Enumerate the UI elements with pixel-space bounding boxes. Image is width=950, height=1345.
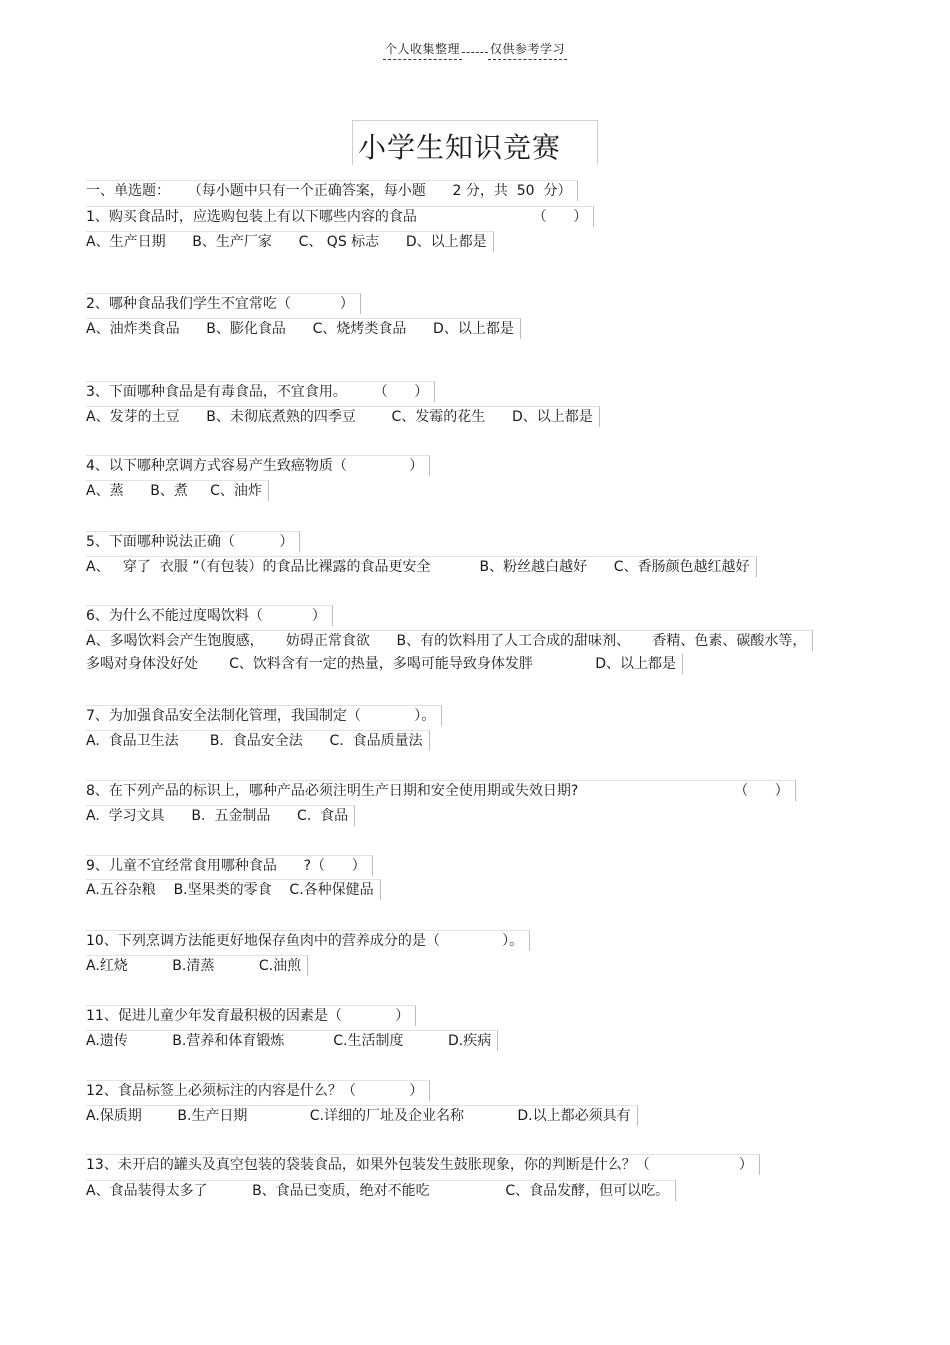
question-11: 11、促进儿童少年发育最积极的因素是（ ） bbox=[86, 1005, 416, 1026]
header-right-text: 仅供参考学习 bbox=[488, 40, 567, 60]
options-8: A. 学习文具 B. 五金制品 C. 食品 bbox=[86, 805, 355, 826]
question-9: 9、儿童不宜经常食用哪种食品 ?（ ） bbox=[86, 855, 373, 876]
question-1: 1、购买食品时，应选购包装上有以下哪些内容的食品 （ ） bbox=[86, 206, 594, 227]
question-6: 6、为什么不能过度喝饮料（ ） bbox=[86, 605, 333, 626]
options-10: A.红烧 B.清蒸 C.油煎 bbox=[86, 955, 308, 976]
question-10: 10、下列烹调方法能更好地保存鱼肉中的营养成分的是（ ）。 bbox=[86, 930, 530, 951]
page-title: 小学生知识竞赛 bbox=[358, 131, 562, 164]
options-9: A.五谷杂粮 B.坚果类的零食 C.各种保健品 bbox=[86, 879, 381, 900]
options-7: A. 食品卫生法 B. 食品安全法 C. 食品质量法 bbox=[86, 730, 430, 751]
question-12: 12、食品标签上必须标注的内容是什么？（ ） bbox=[86, 1080, 430, 1101]
options-5: A、 穿了 衣服 ”（有包装）的食品比裸露的食品更安全 B、粉丝越白越好 C、香肠颜色越红越好 bbox=[86, 556, 757, 577]
options-1: A、生产日期 B、生产厂家 C、 QS 标志 D、以上都是 bbox=[86, 231, 494, 252]
question-13: 13、未开启的罐头及真空包装的袋装食品，如果外包装发生鼓胀现象，你的判断是什么？（ ） bbox=[86, 1154, 760, 1175]
section-heading: 一、单选题： （每小题中只有一个正确答案，每小题 2 分，共 50 分） bbox=[86, 180, 578, 201]
header-left-text: 个人收集整理 bbox=[383, 40, 462, 60]
question-3: 3、下面哪种食品是有毒食品，不宜食用。 （ ） bbox=[86, 381, 435, 402]
question-4: 4、以下哪种烹调方式容易产生致癌物质（ ） bbox=[86, 455, 430, 476]
options-6-line2: 多喝对身体没好处 C、饮料含有一定的热量，多喝可能导致身体发胖 D、以上都是 bbox=[86, 654, 683, 674]
options-12: A.保质期 B.生产日期 C.详细的厂址及企业名称 D.以上都必须具有 bbox=[86, 1105, 638, 1126]
options-11: A.遗传 B.营养和体育锻炼 C.生活制度 D.疾病 bbox=[86, 1030, 498, 1051]
question-8: 8、在下列产品的标识上，哪种产品必须注明生产日期和安全使用期或失效日期? （ ） bbox=[86, 780, 796, 801]
options-6-line1: A、多喝饮料会产生饱腹感， 妨碍正常食欲 B、有的饮料用了人工合成的甜味剂、 香精、色素、碳酸水等， bbox=[86, 630, 813, 651]
options-13: A、食品装得太多了 B、食品已变质，绝对不能吃 C、食品发酵，但可以吃。 bbox=[86, 1180, 676, 1201]
question-5: 5、下面哪种说法正确（ ） bbox=[86, 531, 300, 552]
options-4: A、蒸 B、煮 C、油炸 bbox=[86, 480, 269, 501]
question-7: 7、为加强食品安全法制化管理，我国制定（ ）。 bbox=[86, 705, 442, 726]
page-header bbox=[0, 40, 950, 60]
question-2: 2、哪种食品我们学生不宜常吃（ ） bbox=[86, 293, 361, 314]
options-2: A、油炸类食品 B、膨化食品 C、烧烤类食品 D、以上都是 bbox=[86, 318, 521, 339]
options-3: A、发芽的土豆 B、未彻底煮熟的四季豆 C、发霉的花生 D、以上都是 bbox=[86, 406, 600, 427]
